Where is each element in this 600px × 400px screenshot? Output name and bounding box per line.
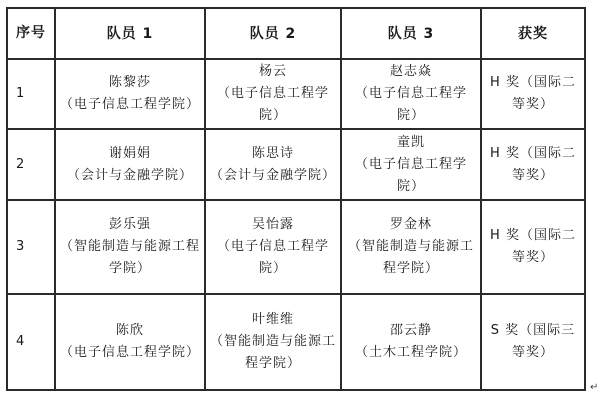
row-seq-value: 3	[16, 239, 26, 254]
member-2-cell	[205, 59, 341, 129]
award-value: H 奖（国际二等奖）	[490, 75, 576, 112]
member-college: （电子信息工程学院）	[60, 345, 201, 360]
header-member-1	[55, 8, 205, 59]
header-member-3	[341, 8, 481, 59]
row-seq	[7, 294, 55, 390]
member-college: （电子信息工程学院）	[216, 239, 329, 276]
member-college: （电子信息工程学院）	[354, 156, 467, 194]
table-row	[7, 129, 585, 200]
member-college: （智能制造与能源工程学院）	[210, 334, 337, 371]
row-seq-value: 2	[16, 156, 26, 172]
header-seq-label: 序号	[16, 25, 46, 41]
member-3-cell	[341, 129, 481, 200]
member-college: （电子信息工程学院）	[216, 86, 329, 123]
header-member-2	[205, 8, 341, 59]
header-seq	[7, 8, 55, 59]
member-3-cell	[341, 200, 481, 294]
row-seq-value: 1	[16, 86, 26, 101]
award-cell	[481, 129, 585, 200]
member-2-cell	[205, 129, 341, 200]
member-2-cell	[205, 200, 341, 294]
header-member-2-label: 队员 2	[249, 25, 297, 42]
member-name: 彭乐强	[108, 217, 151, 232]
member-name: 陈黎莎	[108, 75, 151, 90]
member-college: （电子信息工程学院）	[60, 97, 201, 112]
header-member-3-label: 队员 3	[387, 25, 435, 42]
member-name: 吴怡露	[251, 217, 294, 232]
member-name: 赵志焱	[389, 64, 432, 79]
member-1-cell	[55, 129, 205, 200]
header-member-1-label: 队员 1	[106, 25, 154, 42]
paragraph-end-mark: ↵	[590, 382, 599, 393]
member-1-cell	[55, 59, 205, 129]
table-row	[7, 294, 585, 390]
award-table	[6, 7, 586, 391]
award-value: H 奖（国际二等奖）	[490, 228, 576, 265]
member-name: 叶维维	[251, 312, 294, 327]
header-award	[481, 8, 585, 59]
member-name: 邵云静	[389, 323, 432, 338]
award-value: H 奖（国际二等奖）	[490, 145, 576, 183]
award-cell	[481, 294, 585, 390]
row-seq-value: 4	[16, 334, 26, 349]
award-cell	[481, 200, 585, 294]
member-name: 陈思诗	[251, 145, 294, 161]
member-name: 陈欣	[115, 323, 144, 338]
member-college: （会计与金融学院）	[66, 167, 193, 183]
table-row	[7, 200, 585, 294]
member-2-cell	[205, 294, 341, 390]
table-row	[7, 59, 585, 129]
row-seq	[7, 59, 55, 129]
row-seq	[7, 129, 55, 200]
member-name: 杨云	[258, 64, 287, 79]
member-college: （土木工程学院）	[354, 345, 467, 360]
member-college: （智能制造与能源工程学院）	[60, 239, 201, 276]
member-3-cell	[341, 294, 481, 390]
award-cell	[481, 59, 585, 129]
member-name: 童凯	[396, 134, 425, 150]
member-college: （电子信息工程学院）	[354, 86, 467, 123]
header-row	[7, 8, 585, 59]
row-seq	[7, 200, 55, 294]
member-name: 谢娟娟	[108, 145, 151, 161]
member-1-cell	[55, 200, 205, 294]
member-college: （会计与金融学院）	[210, 167, 337, 183]
award-value: S 奖（国际三等奖）	[490, 323, 576, 360]
member-3-cell	[341, 59, 481, 129]
header-award-label: 获奖	[518, 25, 548, 42]
member-name: 罗金林	[389, 217, 432, 232]
member-college: （智能制造与能源工程学院）	[347, 239, 474, 276]
member-1-cell	[55, 294, 205, 390]
